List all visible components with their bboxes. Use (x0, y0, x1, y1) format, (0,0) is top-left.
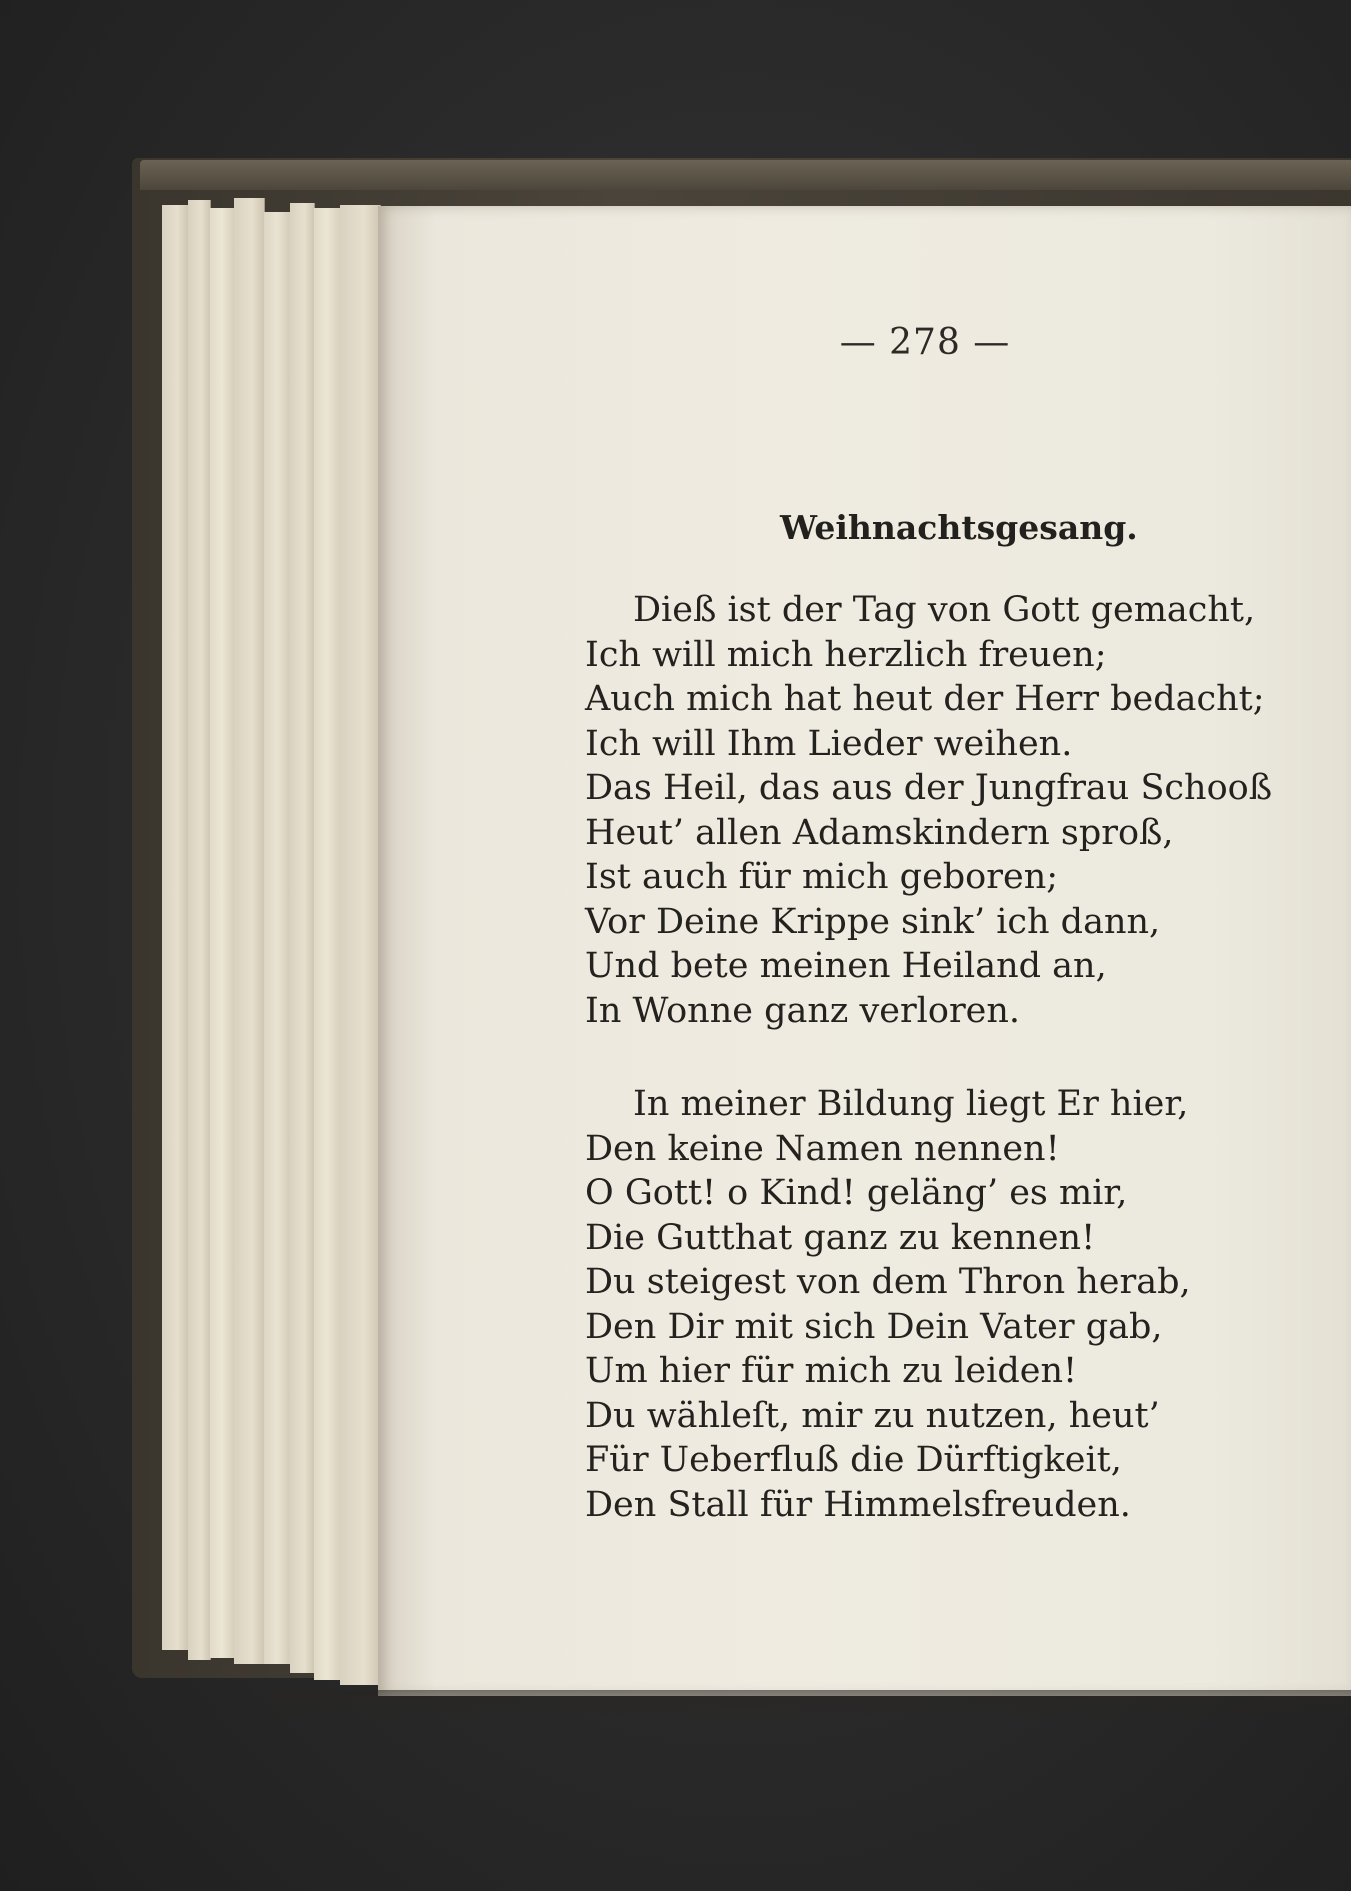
page-edge (290, 203, 315, 1673)
verse-line: Den Dir mit sich Dein Vater gab, (585, 1306, 1163, 1347)
verse-line: Das Heil, das aus der Jungfrau Schooß (585, 768, 1273, 808)
page-edge (188, 200, 211, 1660)
verse-line: Auch mich hat heut der Herr bedacht; (585, 679, 1265, 719)
page-edge (162, 205, 189, 1650)
verse-line: Du wähleſt, mir zu nutzen, heut’ (585, 1395, 1160, 1436)
verse-line: Ist auch für mich geboren; (585, 857, 1059, 897)
verse-line: Ich will Ihm Lieder weihen. (585, 723, 1073, 764)
verse-line: Die Gutthat ganz zu kennen! (585, 1217, 1096, 1258)
verse-line: Vor Deine Krippe sink’ ich dann, (585, 901, 1161, 942)
verse-line: In meiner Bildung liegt Er hier, (633, 1084, 1189, 1124)
verse-line: Für Ueberfluß die Dürftigkeit, (585, 1440, 1122, 1480)
page-edge (264, 212, 291, 1664)
page-edge (210, 208, 235, 1658)
verse-line: Dieß ist der Tag von Gott gemacht, (633, 590, 1256, 630)
verse-line: In Wonne ganz verloren. (585, 990, 1021, 1031)
verse-line: Und bete meinen Heiland an, (585, 946, 1107, 986)
book-cover-top-edge (140, 160, 1351, 190)
verse-line: Den Stall für Himmelsfreuden. (585, 1484, 1131, 1525)
page-edge (314, 208, 341, 1680)
page-number: — 278 — (839, 322, 1011, 363)
poem-title: Weihnachtsgesang. (780, 508, 1138, 547)
page-shadow (270, 1690, 1351, 1720)
page-edge (340, 205, 381, 1685)
stanza (585, 1082, 1305, 1527)
verse-line: Ich will mich herzlich freuen; (585, 634, 1107, 675)
verse-line: Du steigest von dem Thron herab, (585, 1262, 1191, 1302)
verse-line: Um hier für mich zu leiden! (585, 1351, 1078, 1391)
page-edge (234, 198, 265, 1664)
verse-line: O Gott! o Kind! geläng’ es mir, (585, 1173, 1128, 1213)
stanza (585, 588, 1305, 1033)
verse-line: Den keine Namen nennen! (585, 1128, 1060, 1169)
verse-line: Heut’ allen Adamskindern sproß, (585, 812, 1174, 853)
